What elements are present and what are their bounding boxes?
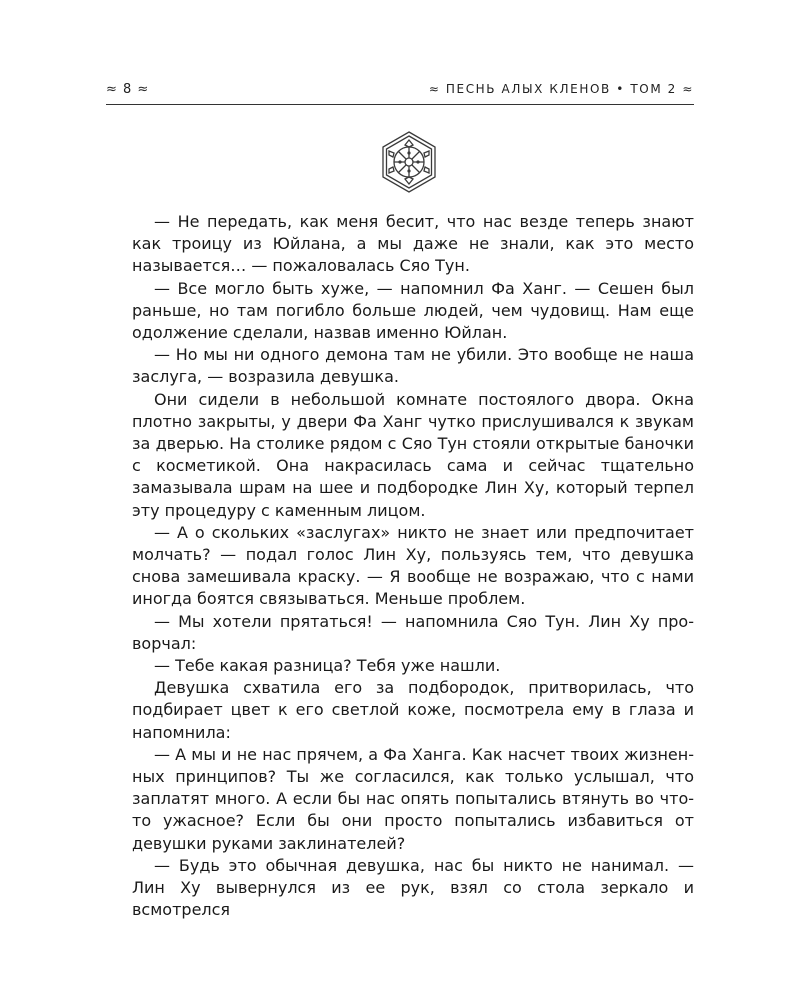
header-rule	[106, 104, 694, 105]
page-number: ≈ 8 ≈	[106, 82, 150, 97]
paragraph: — Тебе какая разница? Тебя уже нашли.	[154, 656, 501, 676]
paragraph: — Будь это обычная девушка, нас бы никто не нанимал. — Лин Ху вывернулся из ее рук, взял со стола зеркало и всмотрелся	[132, 855, 694, 920]
paragraph: — Мы хотели прятаться! — напомнила Сяо Тун. Лин Ху проворчал:	[132, 611, 694, 653]
running-title: ≈ ПЕСНЬ АЛЫХ КЛЕНОВ • ТОМ 2 ≈	[428, 82, 694, 96]
paragraph: — Все могло быть хуже, — напомнил Фа Ханг. — Сешен был раньше, но там погибло больше людей, чем чудовищ. Нам еще одолжение сделали, назвав именно Юйлан.	[132, 278, 694, 343]
paragraph: — А о скольких «заслугах» никто не знает или предпочитает молчать? — подал голос Лин Ху, пользуясь тем, что девушка снова замешивала краску. — Я вообще не возражаю, что с нами иногда боятся связываться. Меньше проблем.	[132, 522, 694, 609]
paragraph: Девушка схватила его за подбородок, притворилась, что подбирает цвет к его светлой коже, посмотрела ему в глаза и напомнила:	[132, 678, 694, 742]
body-text	[132, 211, 694, 922]
paragraph: — Не передать, как меня бесит, что нас везде теперь знают как троицу из Юйлана, а мы даже не знали, как это место называется… — пожаловалась Сяо Тун.	[132, 212, 694, 276]
paragraph: — Но мы ни одного демона там не убили. Это вообще не наша заслуга, — возразила девушка.	[132, 345, 694, 387]
paragraph: — А мы и не нас прячем, а Фа Ханга. Как насчет твоих жизненных принципов? Ты же согласился, как только услышал, что заплатят много. А если бы нас опять попытались втянуть во что-то ужасное? Если бы они просто попытались избавиться от девушки руками заклинателей?	[132, 744, 694, 853]
paragraph: Они сидели в небольшой комнате постоялого двора. Окна плотно закрыты, у двери Фа Ханг чутко прислушивался к звукам за дверью. На столике рядом с Сяо Тун стояли открытые баночки с косметикой. Она накрасилась сама и сейчас тщательно замазывала шрам на шее и подбородке Лин Ху, который терпел эту процедуру с каменным лицом.	[132, 389, 694, 520]
hexagonal-ornament-icon	[377, 130, 441, 194]
